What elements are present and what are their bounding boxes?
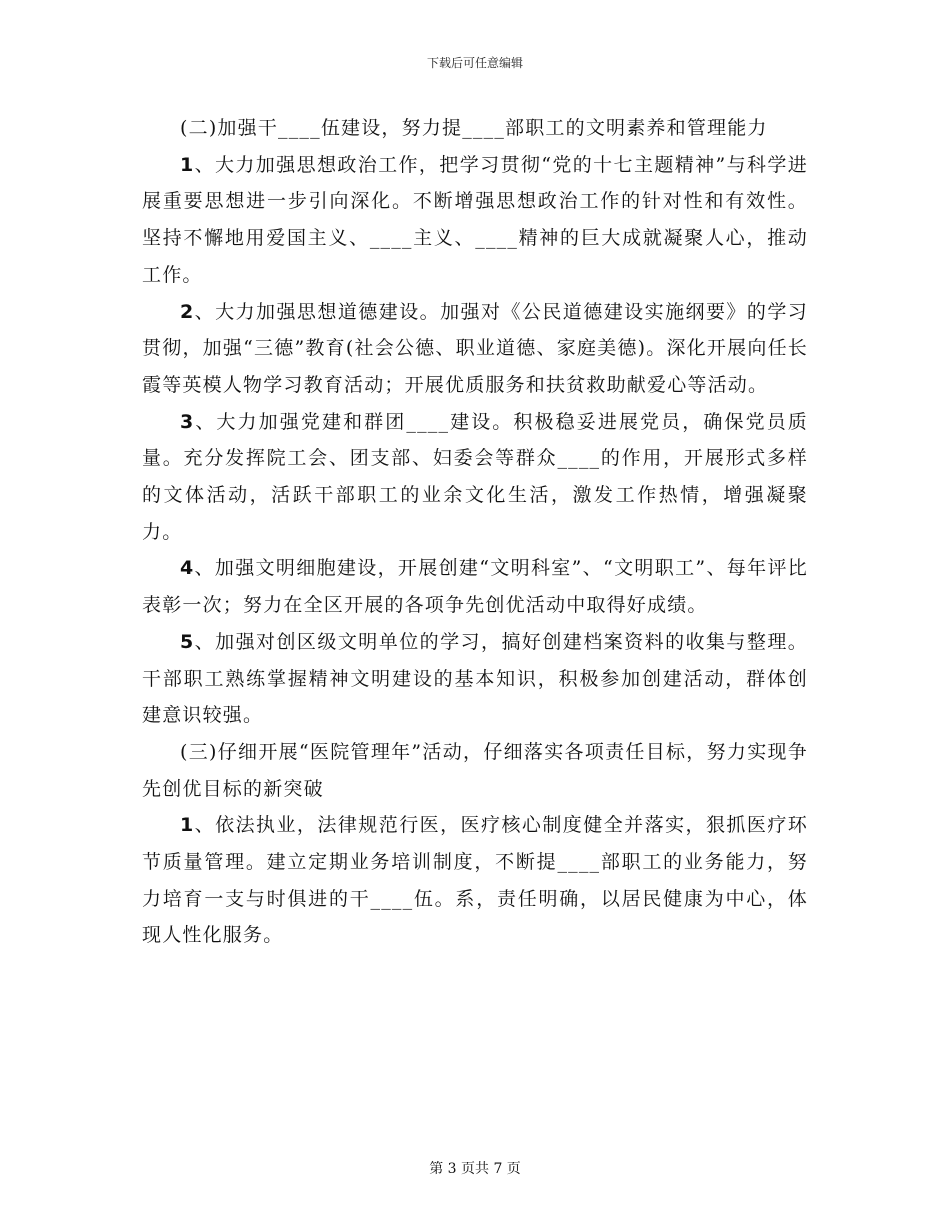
paragraph: 1、依法执业，法律规范行医，医疗核心制度健全并落实，狠抓医疗环节质量管理。建立定期业务培训制度，不断提____部职工的业务能力，努力培育一支与时俱进的干____伍。系，责任明确，以居民健康为中心，体现人性化服务。 xyxy=(142,814,808,947)
paragraph: 5、加强对创区级文明单位的学习，搞好创建档案资料的收集与整理。干部职工熟练掌握精神文明建设的基本知识，积极参加创建活动，群体创建意识较强。 xyxy=(142,630,808,727)
item-number: 1 xyxy=(180,814,195,837)
section-heading: (三)仔细开展“医院管理年”活动，仔细落实各项责任目标，努力实现争先创优目标的新突破 xyxy=(142,740,808,800)
page-header: 下载后可任意编辑 xyxy=(426,56,523,70)
paragraph: 1、大力加强思想政治工作，把学习贯彻“党的十七主题精神”与科学进展重要思想进一步引向深化。不断增强思想政治工作的针对性和有效性。坚持不懈地用爱国主义、____主义、____精神的巨大成就凝聚人心，推动工作。 xyxy=(142,153,808,286)
paragraph: 2、大力加强思想道德建设。加强对《公民道德建设实施纲要》的学习贯彻，加强“三德”教育(社会公德、职业道德、家庭美德)。深化开展向任长霞等英模人物学习教育活动；开展优质服务和扶贫救助献爱心等活动。 xyxy=(142,300,808,396)
item-number: 4 xyxy=(180,557,195,580)
document-body xyxy=(142,110,808,954)
section-heading: (二)加强干____伍建设，努力提____部职工的文明素养和管理能力 xyxy=(180,117,768,139)
item-number: 5 xyxy=(180,630,195,653)
item-number: 3 xyxy=(180,410,195,433)
item-number: 2 xyxy=(180,300,195,323)
item-number: 1 xyxy=(180,153,195,176)
page-footer: 第 3 页共 7 页 xyxy=(429,1161,521,1177)
paragraph: 4、加强文明细胞建设，开展创建“文明科室”、“文明职工”、每年评比表彰一次；努力在全区开展的各项争先创优活动中取得好成绩。 xyxy=(142,557,808,617)
paragraph: 3、大力加强党建和群团____建设。积极稳妥进展党员，确保党员质量。充分发挥院工会、团支部、妇委会等群众____的作用，开展形式多样的文体活动，活跃干部职工的业余文化生活，激发工作热情，增强凝聚力。 xyxy=(142,410,808,543)
